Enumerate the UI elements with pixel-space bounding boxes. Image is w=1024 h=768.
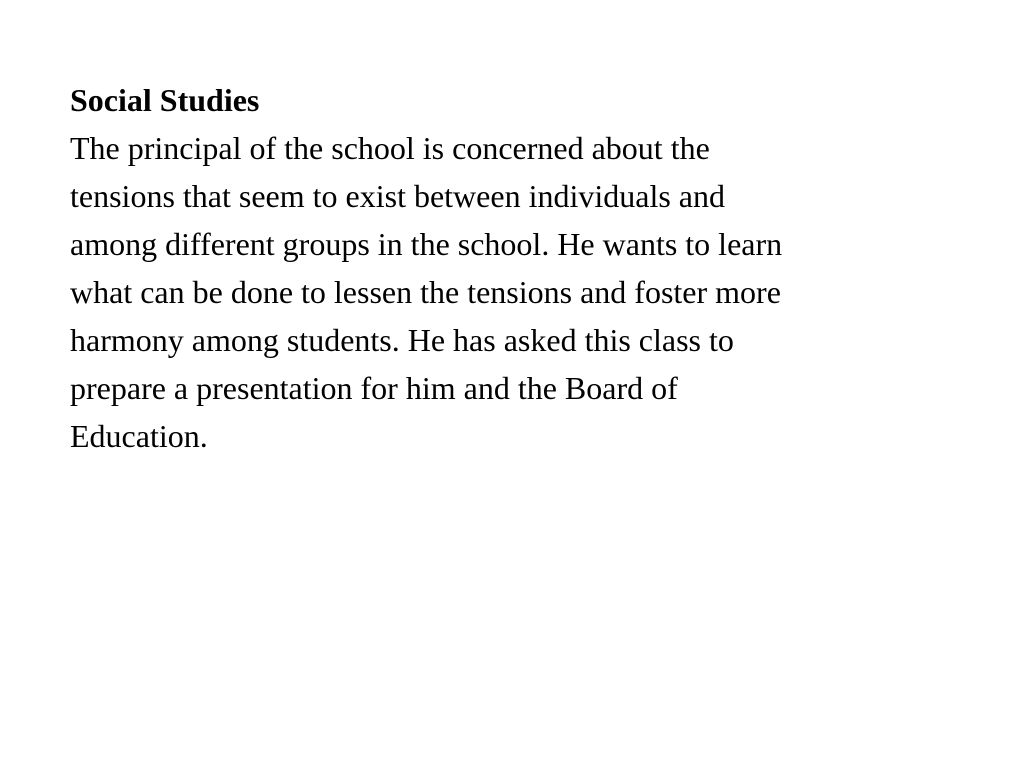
slide-content <box>70 78 970 460</box>
paragraph-line: what can be done to lessen the tensions and foster more <box>70 274 781 310</box>
paragraph-line: harmony among students. He has asked this class to <box>70 322 734 358</box>
slide-paragraph <box>70 124 970 460</box>
slide-heading: Social Studies <box>70 82 260 118</box>
paragraph-line: tensions that seem to exist between individuals and <box>70 178 725 214</box>
paragraph-line: Education. <box>70 418 208 454</box>
paragraph-line: among different groups in the school. He wants to learn <box>70 226 783 262</box>
paragraph-line: prepare a presentation for him and the Board of <box>70 370 678 406</box>
paragraph-line: The principal of the school is concerned about the <box>70 130 710 166</box>
